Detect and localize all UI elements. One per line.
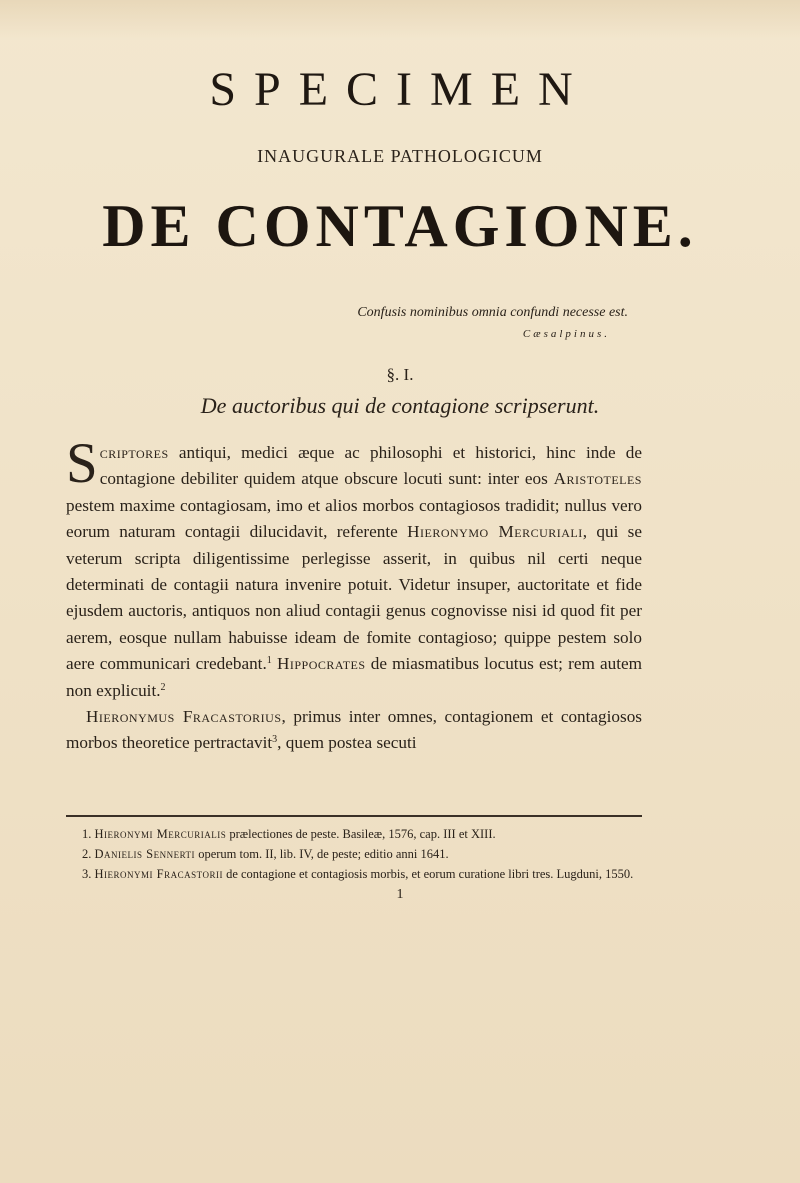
paragraph-text: , quem postea secuti <box>277 733 417 753</box>
body-text <box>66 432 642 757</box>
footnotes <box>66 824 642 884</box>
page-number: 1 <box>396 887 404 902</box>
footnote-text: de contagione et contagiosis morbis, et eorum curatione libri tres. Lugduni, 1550. <box>222 867 634 881</box>
paragraph-text: pestem maxime contagiosam, imo et alios morbos contagiosos tradidit; nullus vero eorum naturam contagii dilucidavit, referente <box>66 495 642 542</box>
footnote-author: Hieronymi Mercurialis <box>94 827 227 841</box>
footnote <box>66 844 642 864</box>
footnote <box>66 864 642 884</box>
footnote-text: operum tom. II, lib. IV, de peste; editio anni 1641. <box>195 847 449 861</box>
paragraph-2 <box>66 704 642 757</box>
footnote-number: 3. <box>82 867 92 881</box>
footnote-ref: 2 <box>160 681 166 693</box>
paragraph-text: de miasmatibus locutus est; rem autem non explicuit. <box>66 654 642 700</box>
paragraph-text: , primus inter omnes, contagionem et contagiosos morbos theoretice pertractavit <box>66 707 642 753</box>
motto-text: Confusis nominibus omnia confundi necesse est. <box>357 305 628 320</box>
footnote-number: 2. <box>82 847 92 861</box>
page-subtitle: INAUGURALE PATHOLOGICUM <box>257 146 543 166</box>
footnote-text: prælectiones de peste. Basileæ, 1576, cap. III et XIII. <box>226 827 496 841</box>
section-number: §. I. <box>386 365 414 384</box>
author-name: Hieronymus Fracastorius <box>86 707 282 727</box>
footnote-rule <box>66 815 642 817</box>
footnote-ref: 3 <box>272 734 278 746</box>
author-name: Aristoteles <box>553 469 642 489</box>
motto-author: Cæsalpinus. <box>522 328 610 340</box>
paragraph-text: antiqui, medici æque ac philosophi et historici, hinc inde de contagione debiliter quidem atque obscure locuti sunt: inter eos <box>99 443 642 489</box>
section-title: De auctoribus qui de contagione scripserunt. <box>200 393 600 418</box>
paper-edge-stain <box>0 0 800 40</box>
author-name: Hieronymo Mercuriali <box>407 522 583 542</box>
footnote-author: Danielis Sennerti <box>94 847 196 861</box>
footnote-number: 1. <box>82 827 92 841</box>
drop-cap: S <box>66 432 98 495</box>
footnote-ref: 1 <box>266 655 272 667</box>
footnote <box>66 824 642 844</box>
author-name: Hippocrates <box>276 654 366 674</box>
page-title: SPECIMEN <box>209 63 591 116</box>
paragraph-text: , qui se veterum scripta diligentissime perlegisse asserit, in quibus nil certi neque determinati de contagii natura invenire potuit. Videtur insuper, auctoritate et fide ejusdem auctoris, antiquos non aliud contagii genus cognovisse nisi id quod fit per aerem, eosque nullam habuisse ideam de fomite contagioso; quippe pestem solo aere communicari credebant. <box>66 522 642 674</box>
main-title: DE CONTAGIONE. <box>102 193 698 259</box>
paragraph-1 <box>66 432 642 704</box>
small-caps-word: criptores <box>99 443 169 462</box>
footnote-author: Hieronymi Fracastorii <box>94 867 223 881</box>
